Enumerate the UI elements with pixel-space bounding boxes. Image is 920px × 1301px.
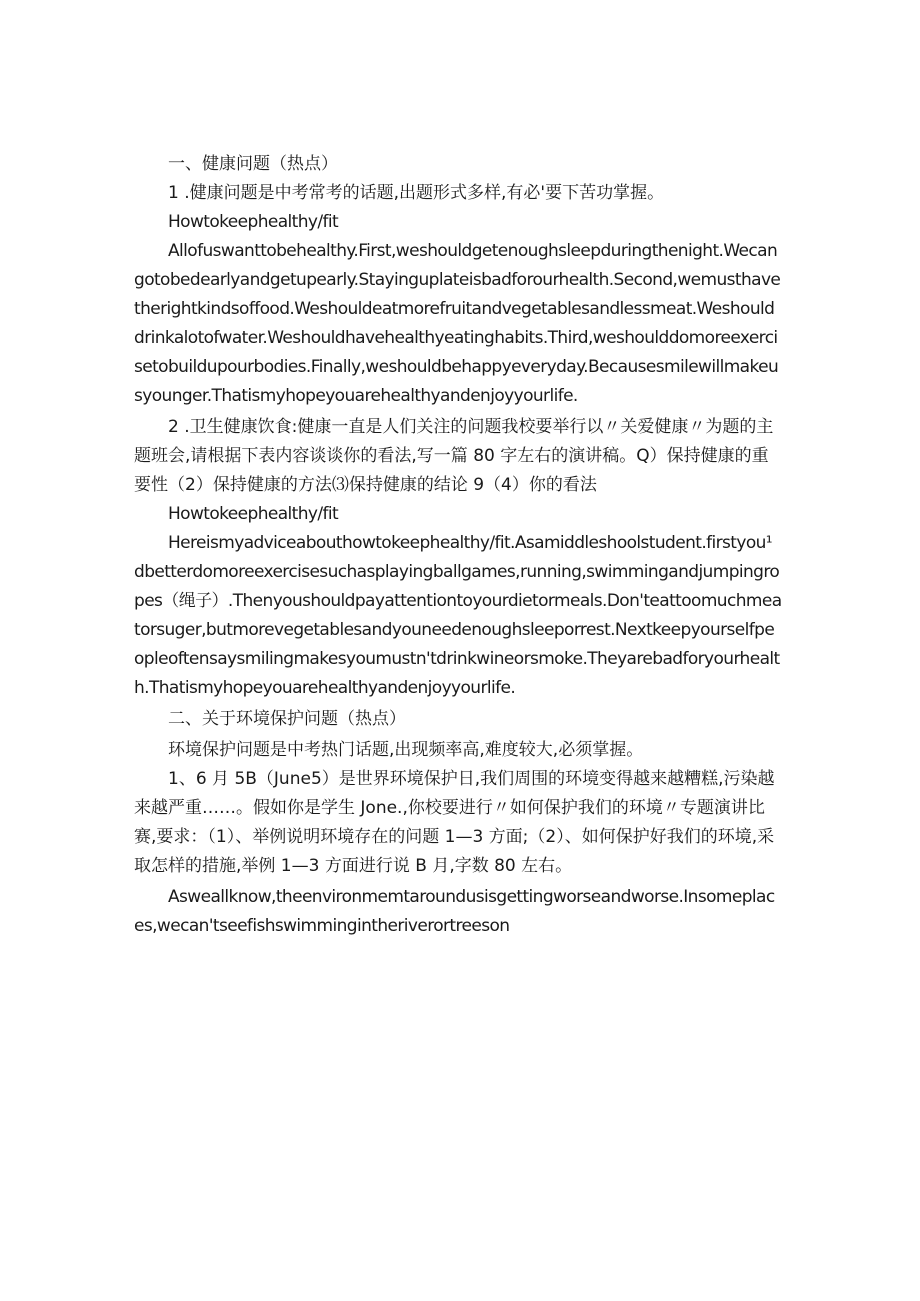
item1-intro: 1 .健康问题是中考常考的话题,出题形式多样,有必'要下苦功掌握。 [168,183,665,203]
item1-essay: Allofuswanttobehealthy.First,weshouldgetenoughsleepduringthenight.Wecangotobedearlyandgetupearly.Stayinguplateisbadforourhealth.Second,wemusthavetherightkindsoffood.Weshouldeatmorefruitandvegetablesandlessmeat.Weshoulddrinkalotofwater.Weshouldhavehealthyeatinghabits.Third,weshoulddomoreexercisetobuildupourbodies.Finally,weshouldbehappyeveryday.Becausesmilewillmakeusyounger.Thatismyhopeyouarehealthyandenjoyyourlife. [134,241,781,406]
item2-intro: 2 .卫生健康饮食:健康一直是人们关注的问题我校要举行以〃关爱健康〃为题的主题班会,请根据下表内容谈谈你的看法,写一篇 80 字左右的演讲稿。Q）保持健康的重要性（2）保持健康的方法⑶保持健康的结论 9（4）你的看法 [134,417,774,495]
section2-intro: 环境保护问题是中考热门话题,出现频率高,难度较大,必须掌握。 [168,740,644,760]
item1-title: Howtokeephealthy/fit [168,212,339,232]
item3-intro: 1、6 月 5B（June5）是世界环境保护日,我们周围的环境变得越来越糟糕,污染越来越严重……。假如你是学生 Jone.,你校要进行〃如何保护我们的环境〃专题演讲比赛,要求：（1）、举例说明环境存在的问题 1—3 方面;（2）、如何保护好我们的环境,采取怎样的措施,举例 1—3 方面进行说 B 月,字数 80 左右。 [134,769,775,876]
item2-title: Howtokeephealthy/fit [168,504,339,524]
item2-essay: Hereismyadviceabouthowtokeephealthy/fit.Asamiddleshoolstudent.firstyou¹dbetterdomoreexercisesuchasplayingballgames,running,swimmingandjumpingropes（绳子）.Thenyoushouldpayattentiontoyourdietormeals.Don'teattoomuchmeatorsuger,butmorevegetablesandyouneedenoughsleeporrest.Nextkeepyourselfpeopleoftensaysmilingmakesyoumustn'tdrinkwineorsmoke.Theyarebadforyourhealth.Thatismyhopeyouarehealthyandenjoyyourlife. [134,533,782,698]
section1-heading: 一、健康问题（热点） [168,154,338,174]
section2-heading: 二、关于环境保护问题（热点） [168,709,406,729]
item3-essay: Asweallknow,theenvironmemtaroundusisgettingworseandworse.Insomeplaces,wecan'tseefishswimmingintheriverortreeson [134,887,775,936]
document-page [134,150,782,941]
